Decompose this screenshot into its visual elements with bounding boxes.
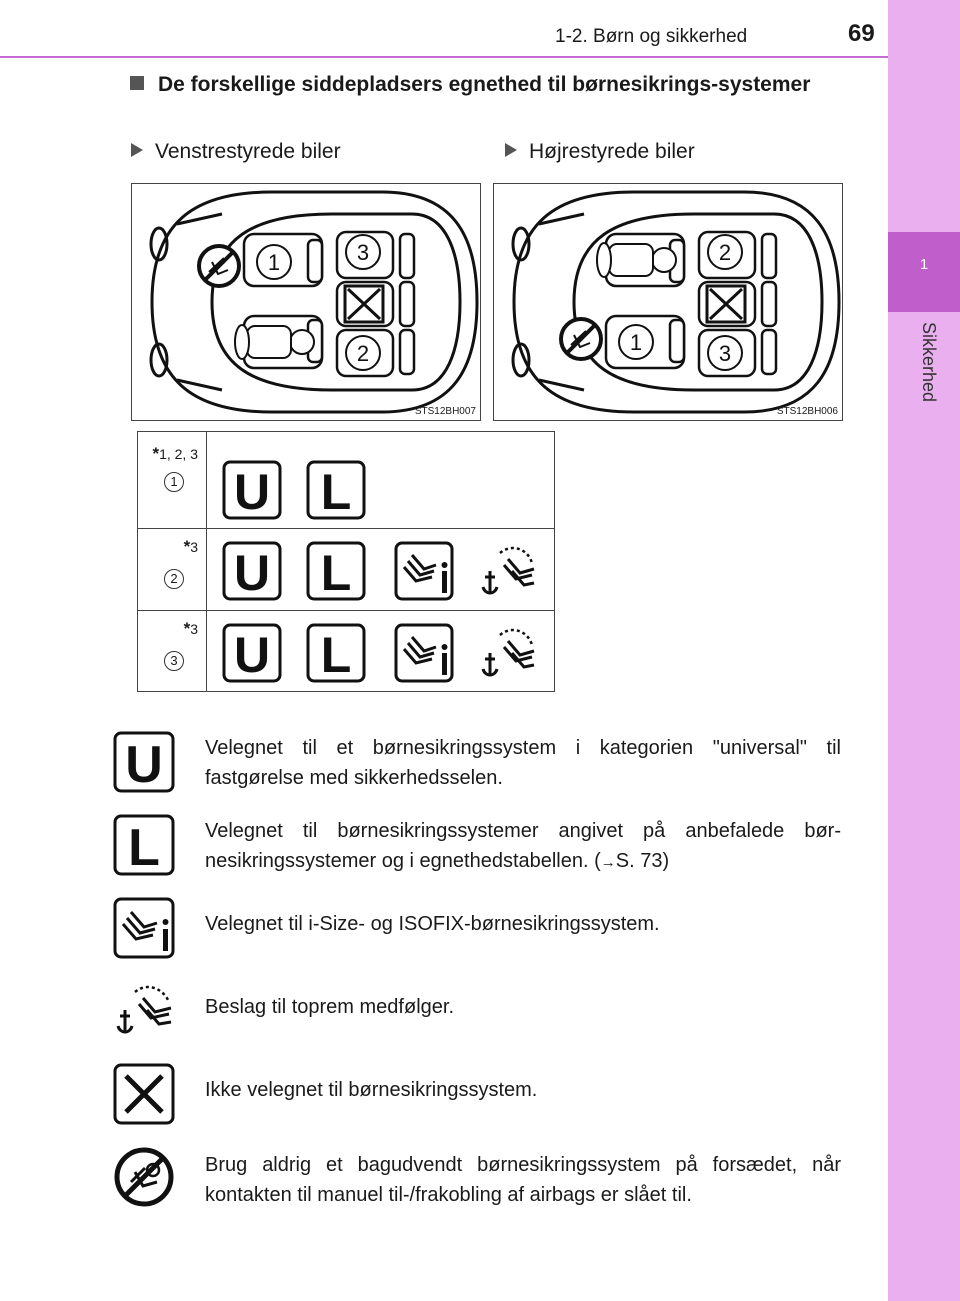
chapter-label: Sikkerhed [919,322,939,403]
section-title: 1-2. Børn og sikkerhed [555,26,748,47]
isofix-icon [394,623,454,683]
diagram-code: STS12BH007 [414,406,476,417]
legend-text-not-suitable: Ikke velegnet til børnesikringssystem. [205,1079,538,1101]
seat-number-3: 3 [718,341,732,366]
universal-u-icon [113,731,175,793]
arrow-icon: → [600,854,616,871]
chapter-number: 1 [919,256,929,273]
no-rear-facing-icon [113,1146,175,1208]
seat-number-1: 1 [629,330,643,355]
square-bullet-icon [130,76,144,90]
seat-number-3: 3 [356,240,370,265]
car-top-view-rhd [494,184,842,420]
svg-text:U: U [233,545,271,601]
caption-right-hand-drive: Højrestyrede biler [505,140,695,164]
row-label: *1, 2, 3 1 [138,432,207,528]
legend-text-specific: Velegnet til børnesikringssystemer angivet på anbefalede bør-nesikringssystemer og i egnethedstabellen. (→S. 73) [205,820,841,872]
page-reference-link[interactable]: S. 73) [615,850,670,872]
caption-left-hand-drive: Venstrestyrede biler [131,140,341,164]
suitability-table [137,431,555,692]
diagram-right-hand-drive [493,183,843,421]
svg-text:U: U [233,464,271,520]
svg-text:U: U [125,736,163,793]
triangle-bullet-icon [505,143,517,157]
svg-text:L: L [320,464,352,520]
legend-text-top-tether: Beslag til toprem medfølger. [205,996,454,1018]
specific-l-icon [306,541,366,601]
specific-l-icon [113,814,175,876]
diagram-code: STS12BH006 [776,406,838,417]
seat-number-1: 1 [267,250,281,275]
svg-text:L: L [128,819,160,876]
svg-text:U: U [233,627,271,683]
triangle-bullet-icon [131,143,143,157]
svg-text:L: L [320,545,352,601]
seat-number-2: 2 [356,341,370,366]
seat-number-2: 2 [718,240,732,265]
header-rule [0,56,888,58]
universal-u-icon [222,460,282,520]
legend-text-universal: Velegnet til et børnesikringssystem i kategorien "universal" til fastgørelse med sikkerhedsselen. [205,737,841,789]
seat-circle-number: 2 [164,569,184,589]
isofix-icon [394,541,454,601]
page-header [0,0,888,56]
cross-box-icon [113,1063,175,1125]
top-tether-icon [113,980,175,1042]
universal-u-icon [222,541,282,601]
heading-text: De forskellige siddepladsers egnethed til børnesikrings-systemer [158,73,811,96]
legend-text-isofix: Velegnet til i-Size- og ISOFIX-børnesikringssystem. [205,913,660,935]
svg-text:L: L [320,627,352,683]
specific-l-icon [306,623,366,683]
top-tether-icon [478,623,538,683]
car-top-view-lhd [132,184,480,420]
table-row [138,610,554,692]
page-number: 69 [848,20,875,47]
isofix-icon [113,897,175,959]
section-heading [130,70,842,99]
legend-text-no-rear-facing: Brug aldrig et bagudvendt børnesikringssystem på forsædet, når kontakten til manuel til-/frakobling af airbags er slået til. [205,1154,841,1206]
top-tether-icon [478,541,538,601]
table-row [138,528,554,611]
table-row [138,432,554,528]
seat-circle-number: 1 [164,472,184,492]
row-label: *3 3 [138,611,207,692]
diagram-left-hand-drive [131,183,481,421]
specific-l-icon [306,460,366,520]
row-label: *3 2 [138,529,207,611]
universal-u-icon [222,623,282,683]
chapter-sidebar [888,0,960,1301]
seat-circle-number: 3 [164,651,184,671]
